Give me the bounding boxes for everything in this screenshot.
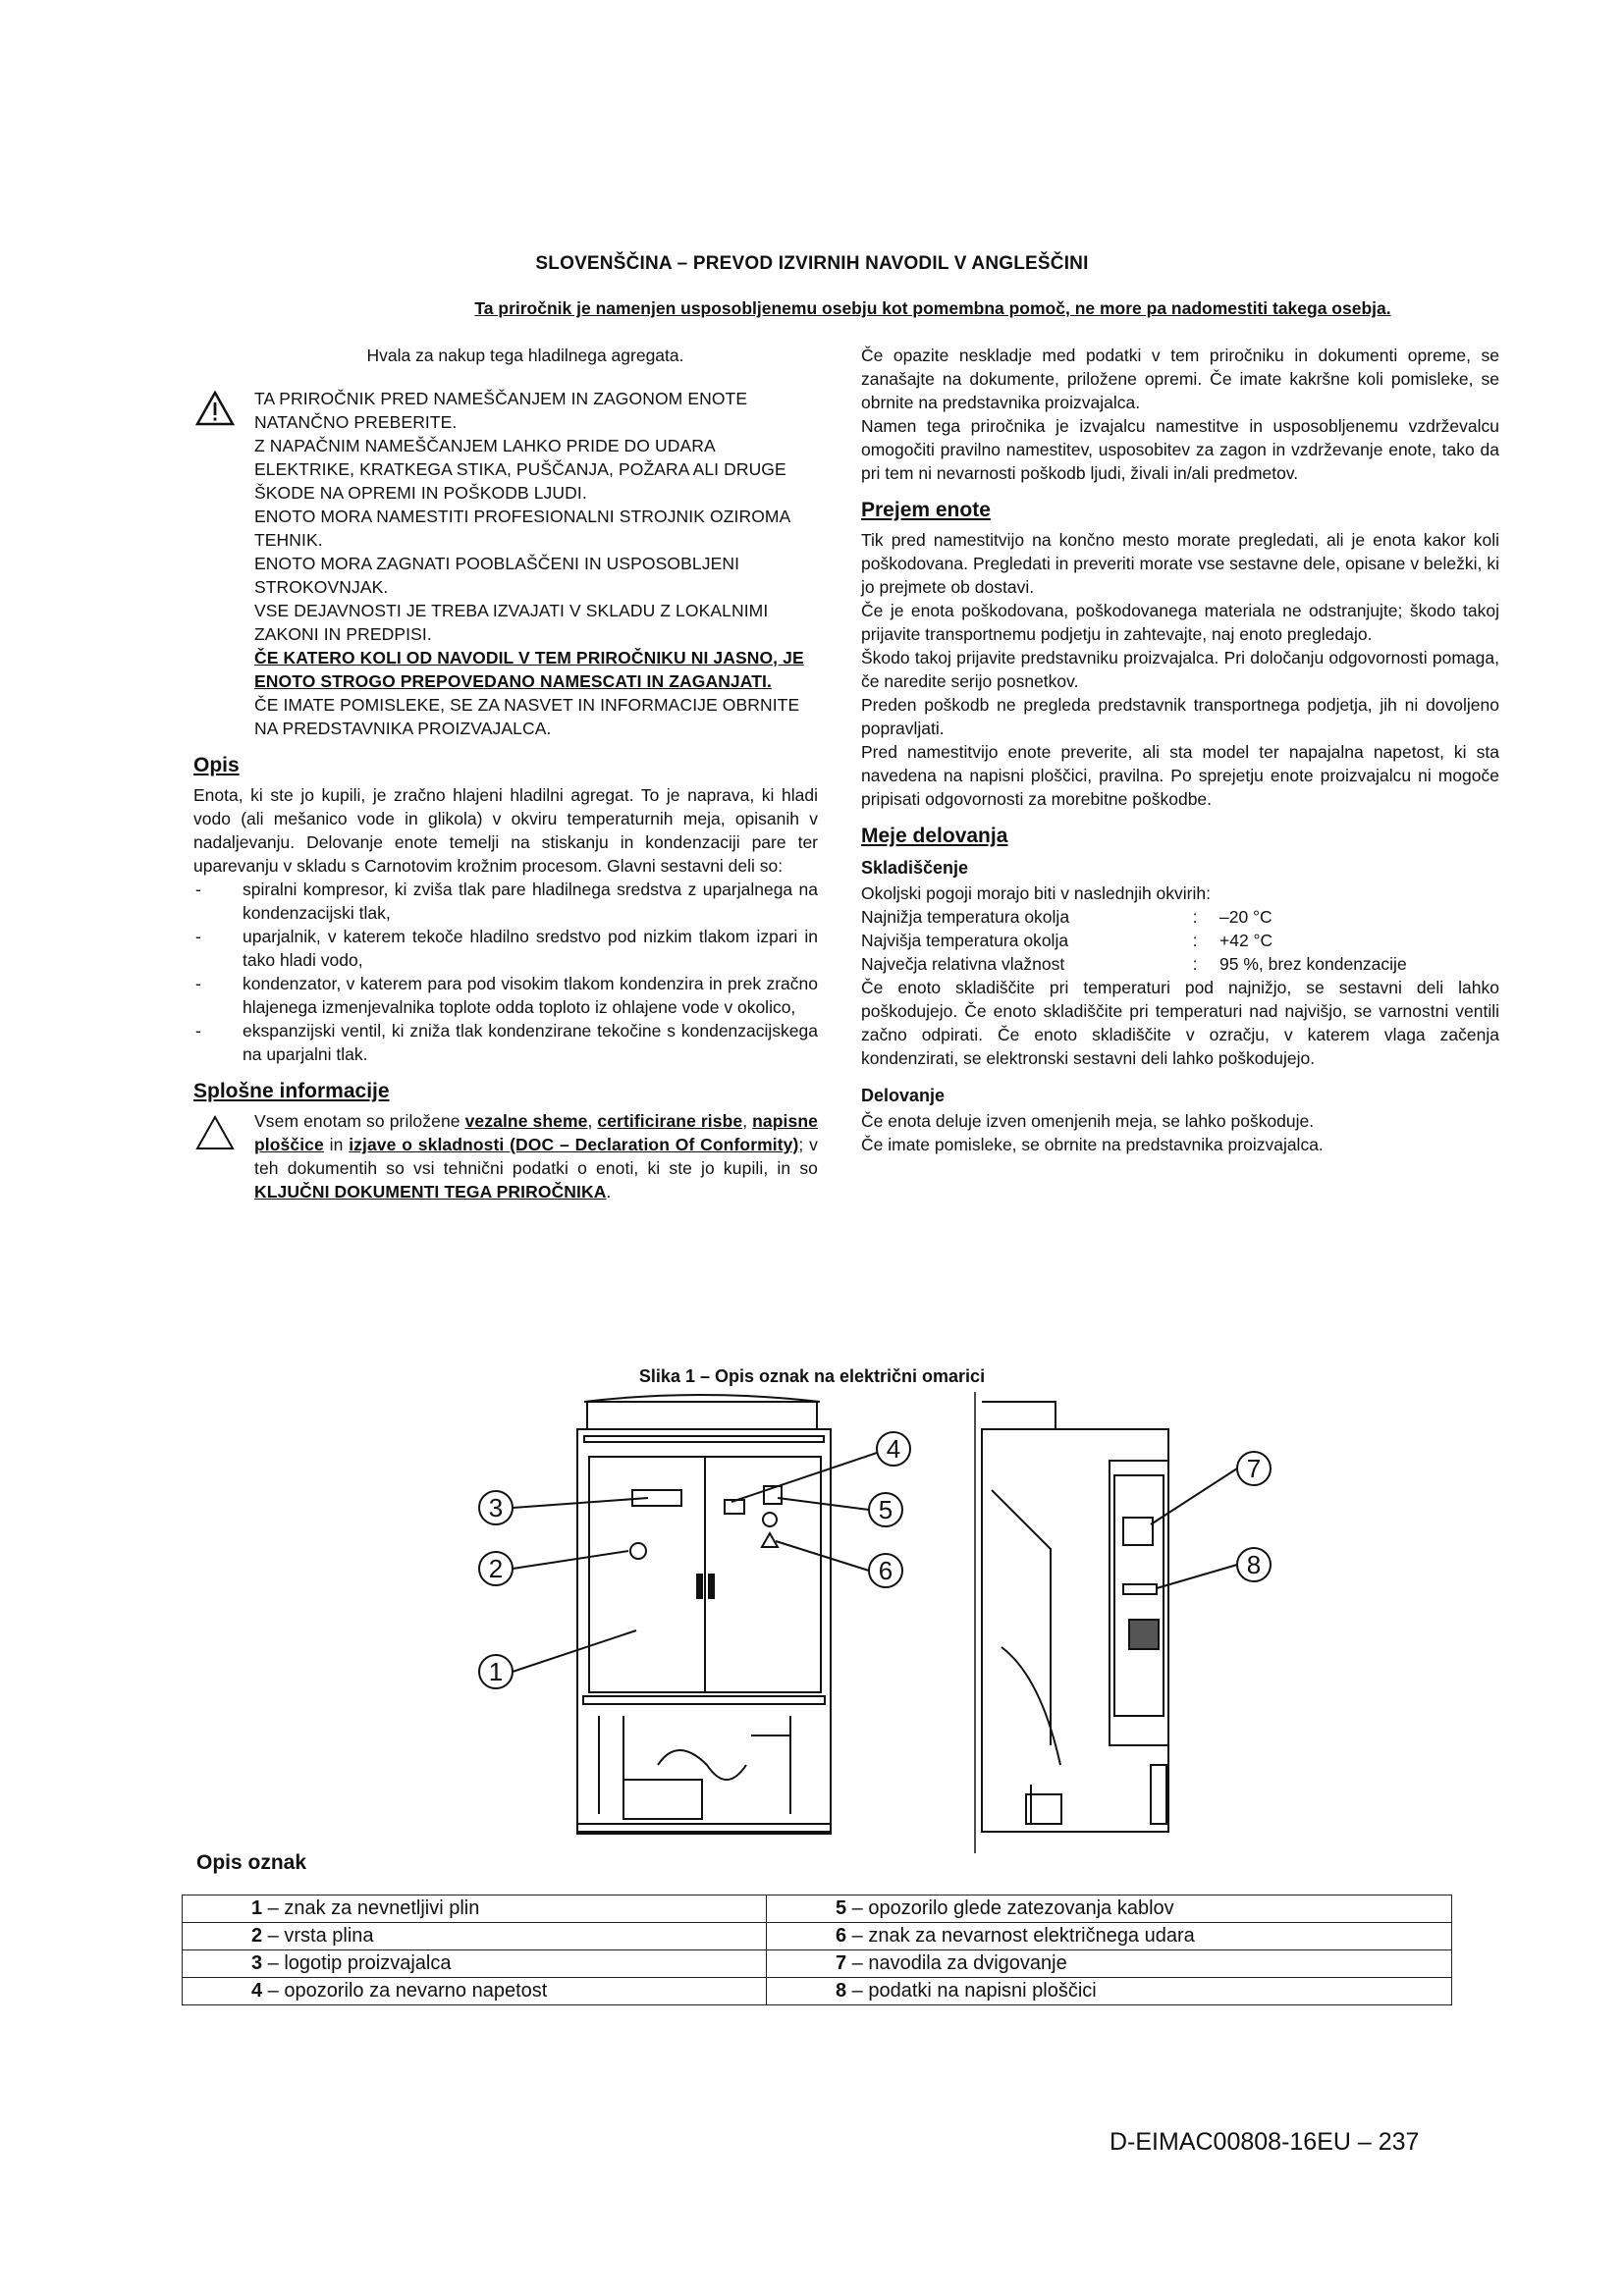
- subheading-delovanje: Delovanje: [861, 1086, 946, 1105]
- documents-paragraph: [254, 1109, 818, 1203]
- table-row: [183, 1978, 1452, 2005]
- left-column: [193, 344, 818, 1203]
- leader-line-2: [513, 1551, 628, 1569]
- text-run: ,: [742, 1111, 753, 1131]
- prejem-paragraph-5: Pred namestitvijo enote preverite, ali sta model ter napajalna napetost, ki sta navedena na napisni ploščici, pravilna. Po sprejetju enote proizvajalcu ni mogoče pripisati odgovornosti za morebitne poškodbe.: [861, 742, 1499, 809]
- side-piping: [992, 1490, 1060, 1824]
- legend-number: 6: [835, 1925, 847, 1947]
- legend-number: 8: [835, 1980, 847, 2002]
- warning-line-5: VSE DEJAVNOSTI JE TREBA IZVAJATI V SKLADU Z LOKALNIMI ZAKONI IN PREDPISI.: [254, 601, 769, 644]
- table-row: [861, 929, 1499, 952]
- leader-line-4: [731, 1453, 877, 1502]
- pipe-curve: [658, 1750, 746, 1780]
- list-item: - uparjalnik, v katerem tekoče hladilno sredstvo pod nizkim tlakom izpari in tako hladi vodo,: [193, 925, 818, 972]
- legend-number: 2: [251, 1925, 263, 1947]
- limit-value: 95 %, brez kondenzacije: [1219, 954, 1407, 974]
- side-cabinet: [1110, 1461, 1168, 1745]
- bold-term: KLJUČNI DOKUMENTI TEGA PRIROČNIKA: [254, 1182, 607, 1201]
- warning-line-4: ENOTO MORA ZAGNATI POOBLAŠČENI IN USPOSOBLJENI STROKOVNJAK.: [254, 554, 740, 597]
- callout-3: 3: [488, 1493, 504, 1522]
- table-row: [183, 1896, 1452, 1923]
- table-row: [861, 952, 1499, 976]
- right-column: [861, 344, 1499, 1156]
- callout-7: 7: [1246, 1454, 1262, 1483]
- voltage-warning-label: [725, 1500, 744, 1514]
- text-run: .: [606, 1182, 612, 1201]
- section-heading-meje: Meje delovanja: [861, 825, 1008, 847]
- lifting-label: [1123, 1518, 1153, 1545]
- components-list: [193, 878, 818, 1066]
- legend-text: – znak za nevarnost električnega udara: [846, 1925, 1195, 1947]
- legend-cell: [183, 1896, 767, 1923]
- section-heading-splosne: Splošne informacije: [193, 1080, 390, 1102]
- operation-paragraph-1: Če enota deluje izven omenjenih meja, se lahko poškoduje.: [861, 1111, 1315, 1131]
- bold-term: certificirane risbe: [597, 1111, 743, 1131]
- callout-2: 2: [488, 1554, 504, 1583]
- leader-line-6: [776, 1541, 869, 1571]
- legend-number: 1: [251, 1897, 263, 1919]
- table-row: [861, 905, 1499, 929]
- warning-line-2: Z NAPAČNIM NAMEŠČANJEM LAHKO PRIDE DO UDARA ELEKTRIKE, KRATKEGA STIKA, PUŠČANJA, POŽARA ALI DRUGE ŠKODE NA OPREMI IN POŠKODB LJUDI.: [254, 436, 786, 503]
- legend-text: – navodila za dvigovanje: [846, 1952, 1067, 1974]
- limit-separator: :: [1192, 931, 1198, 950]
- subheading-skladiscenje: Skladiščenje: [861, 858, 969, 878]
- limit-separator: :: [1192, 907, 1198, 927]
- list-item: - kondenzator, v katerem para pod visokim tlakom kondenzira in prek zračno hlajenega izmenjevalnika toplote odda toploto iz ohlajene vode v okolico,: [193, 972, 818, 1019]
- legend-text: – opozorilo za nevarno napetost: [262, 1980, 548, 2002]
- side-bracket: [1151, 1765, 1166, 1824]
- section-heading-prejem: Prejem enote: [861, 499, 991, 521]
- callout-8: 8: [1246, 1550, 1262, 1579]
- legend-number: 7: [835, 1952, 847, 1974]
- legend-text: – opozorilo glede zatezovanja kablov: [846, 1897, 1174, 1919]
- legend-cell: [766, 1896, 1451, 1923]
- documents-notice: [193, 1109, 818, 1203]
- legend-cell: [766, 1978, 1451, 2005]
- thanks-text: Hvala za nakup tega hladilnega agregata.: [366, 346, 684, 365]
- table-row: [183, 1923, 1452, 1950]
- text-run: ,: [587, 1111, 598, 1131]
- shock-hazard-label: [762, 1533, 778, 1547]
- document-title: SLOVENŠČINA – PREVOD IZVIRNIH NAVODIL V ANGLEŠČINI: [535, 253, 1089, 274]
- operation-paragraph-2: Če imate pomisleke, se obrnite na predstavnika proizvajalca.: [861, 1135, 1324, 1154]
- side-grille: [1129, 1620, 1159, 1649]
- safety-warning-block: [193, 387, 818, 740]
- side-top: [982, 1402, 1081, 1429]
- top-fan-edge: [584, 1395, 820, 1402]
- list-item: - ekspanzijski ventil, ki zniža tlak kondenzirane tekočine s kondenzacijskega na uparjalni tlak.: [193, 1019, 818, 1066]
- callout-4: 4: [886, 1434, 901, 1464]
- legend-table: [182, 1895, 1452, 2005]
- callout-6: 6: [878, 1556, 893, 1585]
- warning-triangle-icon: [195, 391, 235, 426]
- prejem-paragraph-1: Tik pred namestitvijo na končno mesto morate pregledati, ali je enota kakor koli poškodovana. Pregledati in preveriti morate vse sestavne dele, opisane v beležki, ki jo prejmete ob dostavi.: [861, 530, 1499, 597]
- limit-separator: :: [1192, 954, 1198, 974]
- legend-cell: [183, 1923, 767, 1950]
- warning-line-1: TA PRIROČNIK PRED NAMEŠČANJEM IN ZAGONOM ENOTE NATANČNO PREBERITE.: [254, 389, 748, 432]
- legend-title: Opis oznak: [196, 1851, 307, 1874]
- legend-text: – podatki na napisni ploščici: [846, 1980, 1097, 2002]
- side-panel: [1114, 1475, 1164, 1716]
- section-heading-opis: Opis: [193, 754, 240, 776]
- piping-lines: [599, 1716, 790, 1814]
- discrepancy-paragraph: Če opazite neskladje med podatki v tem priročniku in dokumenti opreme, se zanašajte na dokumente, priložene opremi. Če imate kakršne koli pomisleke, se obrnite na predstavnika proizvajalca.: [861, 346, 1499, 412]
- bold-term: napisne ploščice: [254, 1111, 818, 1154]
- warning-line-3: ENOTO MORA NAMESTITI PROFESIONALNI STROJNIK OZIROMA TEHNIK.: [254, 507, 790, 550]
- legend-cell: [183, 1978, 767, 2005]
- table-row: [183, 1950, 1452, 1978]
- storage-intro: Okoljski pogoji morajo biti v naslednjih okvirih:: [861, 883, 1211, 903]
- door-handle-right: [709, 1575, 714, 1598]
- legend-text: – vrsta plina: [262, 1925, 374, 1947]
- legend-number: 4: [251, 1980, 263, 2002]
- figure-caption: Slika 1 – Opis oznak na električni omarici: [638, 1366, 986, 1386]
- leader-line-5: [778, 1498, 869, 1510]
- main-switch: [763, 1513, 777, 1526]
- legend-cell: [766, 1923, 1451, 1950]
- callout-5: 5: [878, 1495, 893, 1524]
- prejem-paragraph-2: Če je enota poškodovana, poškodovanega materiala ne odstranjujte; škodo takoj prijavite transportnemu podjetju in zahtevajte, naj enoto pregledajo.: [861, 601, 1499, 644]
- warning-line-7: ČE IMATE POMISLEKE, SE ZA NASVET IN INFORMACIJE OBRNITE NA PREDSTAVNIKA PROIZVAJALCA.: [254, 695, 800, 738]
- legend-cell: [766, 1950, 1451, 1978]
- text-run: ; v teh dokumentih so vsi tehnični podatki o enoti, ki ste jo kupili, in so: [254, 1135, 818, 1178]
- warning-line-6: ČE KATERO KOLI OD NAVODIL V TEM PRIROČNIKU NI JASNO, JE ENOTO STROGO PREPOVEDANO NAMESCATI IN ZAGANJATI.: [254, 648, 804, 691]
- legend-text: – logotip proizvajalca: [262, 1952, 452, 1974]
- prejem-paragraph-3: Škodo takoj prijavite predstavniku proizvajalca. Pri določanju odgovornosti pomaga, če naredite serijo posnetkov.: [861, 648, 1499, 691]
- bold-term: izjave o skladnosti (DOC – Declaration Of Conformity): [349, 1135, 799, 1154]
- limit-value: +42 °C: [1219, 931, 1273, 950]
- top-fan-cover: [587, 1402, 817, 1429]
- top-rail: [584, 1436, 824, 1442]
- document-subtitle: Ta priročnik je namenjen usposobljenemu osebju kot pomembna pomoč, ne more pa nadomestiti takega osebja.: [474, 298, 1391, 318]
- purpose-paragraph: Namen tega priročnika je izvajalcu namestitve in usposobljenemu vzdrževalcu omogočiti pravilno namestitev, usposobitev za zagon in vzdrževanje enote, tako da pri tem ni nevarnosti poškodb ljudi, živali in/ali predmetov.: [861, 416, 1499, 483]
- text-run: in: [323, 1135, 350, 1154]
- caution-triangle-icon: [195, 1115, 235, 1150]
- list-item: - spiralni kompresor, ki zviša tlak pare hladilnega sredstva z uparjalnega na kondenzacijski tlak,: [193, 878, 818, 925]
- legend-text: – znak za nevnetljivi plin: [262, 1897, 480, 1919]
- nameplate-label: [1123, 1584, 1157, 1594]
- storage-limits-table: [861, 905, 1499, 976]
- legend-number: 5: [835, 1897, 847, 1919]
- limit-label: Največja relativna vlažnost: [861, 954, 1065, 974]
- door-handle-left: [697, 1575, 702, 1598]
- base-rail: [583, 1696, 825, 1704]
- limit-label: Najvišja temperatura okolja: [861, 931, 1069, 950]
- legend-number: 3: [251, 1952, 263, 1974]
- bold-term: vezalne sheme: [464, 1111, 588, 1131]
- callout-1: 1: [488, 1657, 504, 1686]
- limit-value: –20 °C: [1219, 907, 1272, 927]
- legend-cell: [183, 1950, 767, 1978]
- electrical-cabinet-drawing: [452, 1392, 1276, 1853]
- page-footer: D-EIMAC00808-16EU – 237: [1110, 2128, 1420, 2156]
- storage-paragraph: Če enoto skladiščite pri temperaturi pod najnižjo, se sestavni deli lahko poškodujejo. Če enoto skladiščite pri temperaturi nad najvišjo, se varnostni ventili začno odpirati. Če enoto skladiščite v ozračju, v katerem vlaga začenja kondenzirati, se elektronski sestavni deli lahko poškodujejo.: [861, 978, 1499, 1068]
- opis-paragraph: Enota, ki ste jo kupili, je zračno hlajeni hladilni agregat. To je naprava, ki hladi vodo (ali mešanico vode in glikola) v okviru temperaturnih meja, opisanih v nadaljevanju. Delovanje enote temelji na stiskanju in kondenzaciji pare ter uparevanju v skladu s Carnotovim krožnim procesom. Glavni sestavni deli so:: [193, 785, 818, 876]
- leader-line-3: [513, 1498, 648, 1508]
- text-run: Vsem enotam so priložene: [254, 1111, 465, 1131]
- gas-type-label: [630, 1543, 646, 1559]
- compressor-block: [623, 1780, 702, 1819]
- prejem-paragraph-4: Preden poškodb ne pregleda predstavnik transportnega podjetja, jih ni dovoljeno popravljati.: [861, 695, 1499, 738]
- leader-line-1: [513, 1630, 636, 1672]
- limit-label: Najnižja temperatura okolja: [861, 907, 1070, 927]
